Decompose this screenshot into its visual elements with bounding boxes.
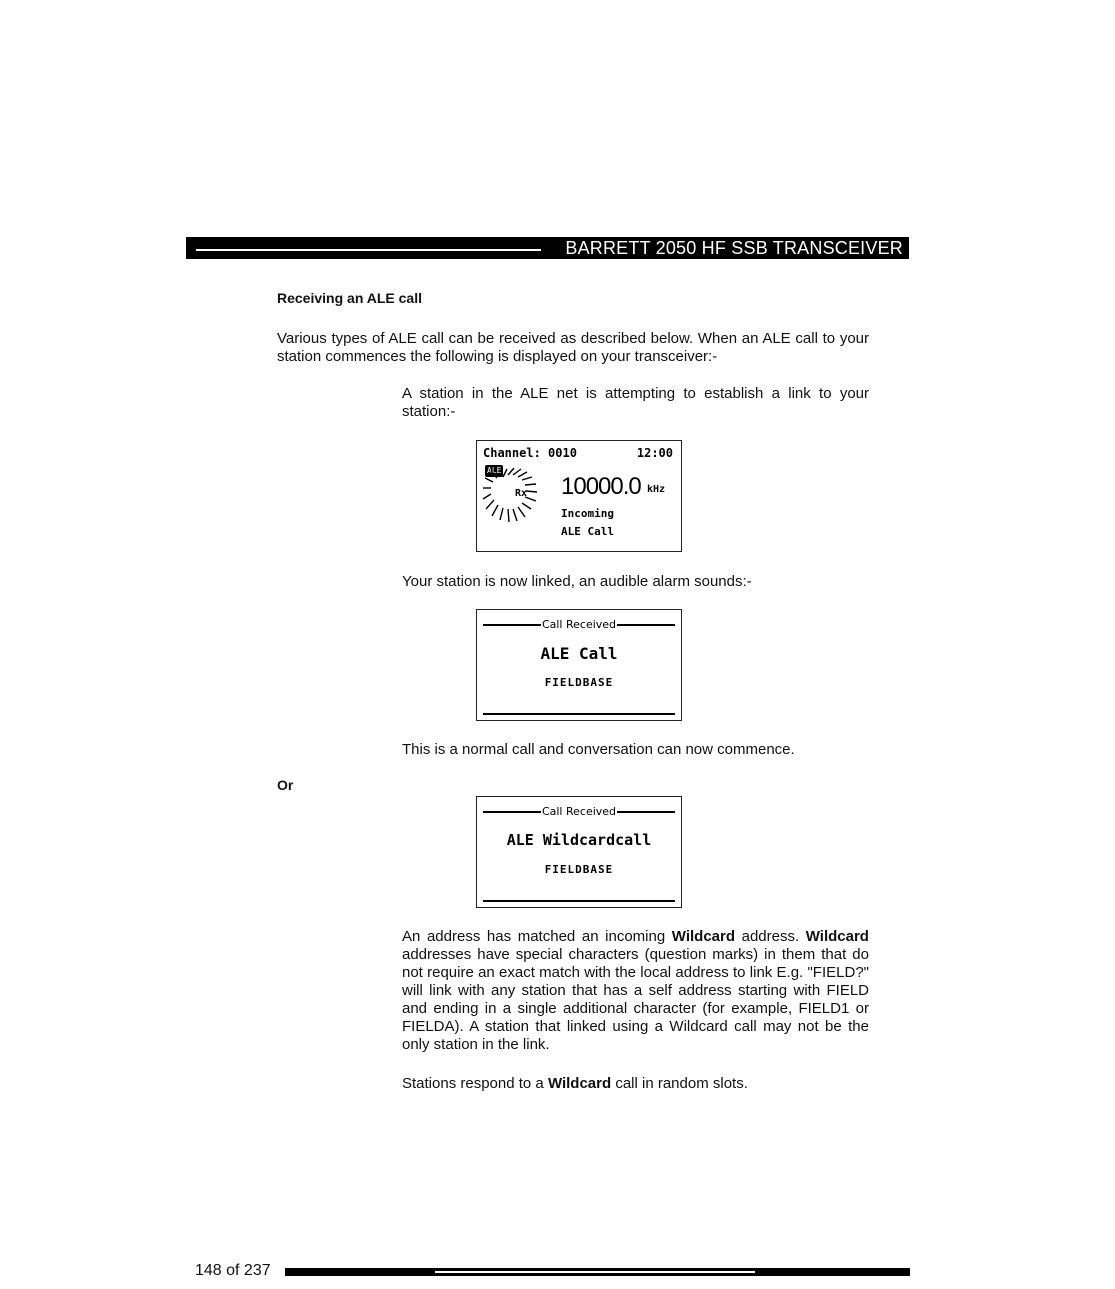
lcd-footer-rule	[483, 900, 675, 902]
lcd-frequency-unit: kHz	[647, 484, 666, 495]
lcd-call-type: ALE Call	[540, 644, 618, 663]
intro-paragraph: Various types of ALE call can be received as described below. When an ALE call to your station commences the following is displayed on your transceiver:-	[277, 330, 869, 365]
header-bar	[186, 237, 909, 259]
header-title: BARRETT 2050 HF SSB TRANSCEIVER	[565, 238, 903, 258]
ale-icon: ALE	[487, 466, 502, 475]
header-rule	[196, 249, 541, 251]
lcd-station: FIELDBASE	[544, 863, 614, 876]
random-slots-paragraph: Stations respond to a Wildcard call in random slots.	[402, 1075, 748, 1092]
lcd-frequency: 10000.0	[561, 473, 641, 500]
lcd-station: FIELDBASE	[544, 676, 614, 689]
lcd-time: 12:00	[636, 446, 673, 460]
lcd-incoming-call	[476, 440, 682, 552]
footer-rule	[435, 1271, 755, 1273]
footer-bar	[285, 1268, 910, 1276]
lcd-call-received	[476, 609, 682, 721]
lcd-call-type: ALE Call	[561, 525, 614, 538]
lcd-call-received-heading: Call Received	[483, 618, 675, 630]
step2-paragraph: Your station is now linked, an audible alarm sounds:-	[402, 573, 752, 590]
step1-paragraph: A station in the ALE net is attempting to establish a link to your station:-	[402, 385, 869, 420]
or-label: Or	[277, 777, 294, 793]
lcd-call-received-heading: Call Received	[483, 805, 675, 817]
wildcard-paragraph: An address has matched an incoming Wildcard address. Wildcard addresses have special characters (question marks) in them that do not require an exact match with the local address to link E.g. "FIELD?" will link with any station that has a self address starting with FIELD and ending in a single additional character (for example, FIELD1 or FIELDA). A station that linked using a Wildcard call may not be the only station in the link.	[402, 928, 869, 1053]
page-number: 148 of 237	[195, 1262, 271, 1279]
lcd-footer-rule	[483, 713, 675, 715]
signal-dial-icon	[481, 467, 551, 547]
lcd-wildcard-call	[476, 796, 682, 908]
lcd-rx: Rx	[515, 488, 528, 499]
lcd-channel: Channel: 0010	[483, 446, 577, 460]
step3-paragraph: This is a normal call and conversation can now commence.	[402, 741, 795, 758]
lcd-call-type: ALE Wildcardcall	[506, 831, 652, 849]
lcd-status: Incoming	[561, 507, 614, 520]
section-title: Receiving an ALE call	[277, 290, 422, 306]
